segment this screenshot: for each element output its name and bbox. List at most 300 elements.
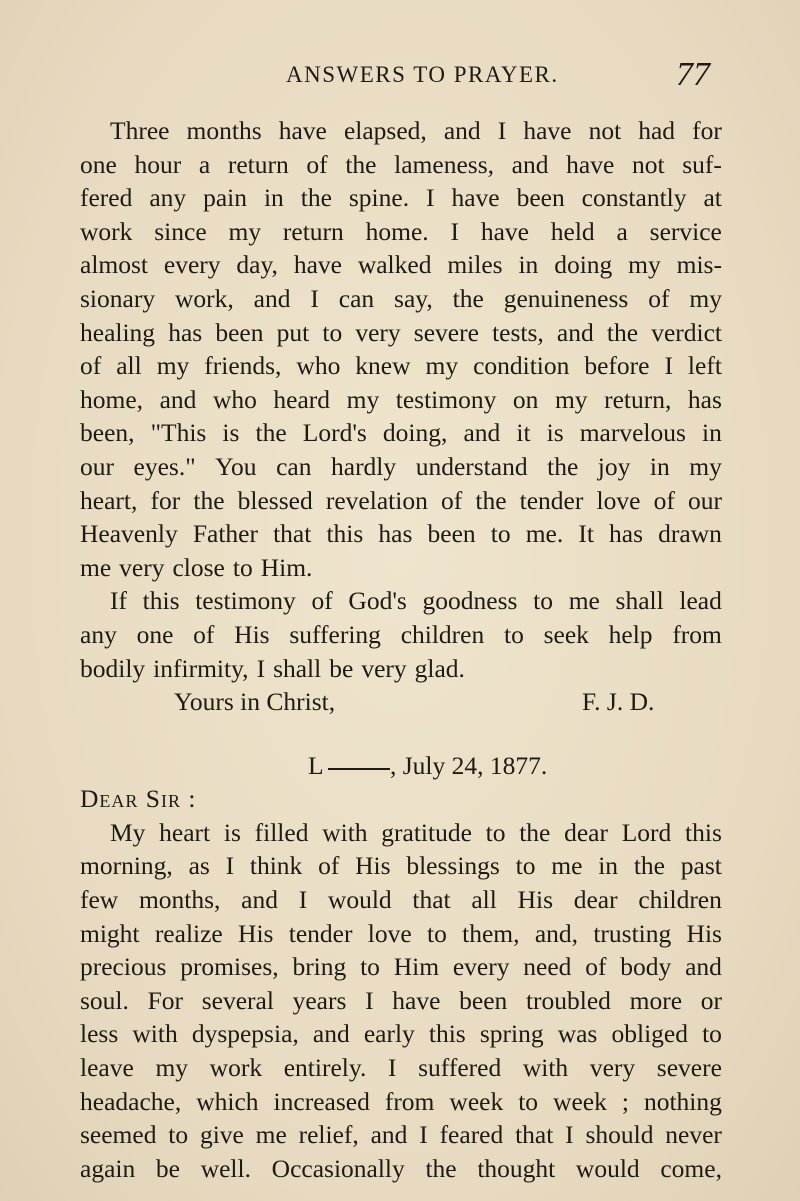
word: precious: [80, 952, 167, 982]
letter-1-paragraph: [80, 114, 722, 584]
word: eyes.": [133, 451, 196, 481]
word: at: [703, 183, 722, 213]
word: tender: [519, 485, 584, 515]
word: that: [412, 885, 451, 915]
word: bring: [292, 952, 347, 982]
section-gap: [80, 719, 722, 749]
word: who: [296, 351, 341, 381]
word: ;: [621, 1086, 629, 1116]
word: have: [278, 116, 327, 145]
word: I: [225, 851, 235, 881]
word: home,: [80, 384, 144, 414]
word: "This: [150, 418, 207, 448]
word: home.: [365, 216, 429, 246]
word: been: [215, 317, 264, 347]
word: elapsed,: [343, 116, 427, 145]
text-line: [80, 950, 722, 984]
text-line: [80, 618, 722, 652]
word: think: [249, 851, 303, 881]
word: my: [228, 216, 262, 246]
word: been: [427, 519, 476, 549]
word: It: [578, 519, 594, 549]
word: months,: [138, 885, 221, 915]
word: come,: [660, 1153, 722, 1183]
word: work: [80, 216, 133, 246]
word: give: [199, 1120, 244, 1150]
word: week: [553, 1086, 607, 1116]
word: and: [511, 149, 549, 179]
word: genuineness: [503, 283, 629, 313]
word: have: [293, 250, 342, 280]
word: day,: [236, 250, 278, 280]
word: blessings: [406, 851, 500, 881]
word: Three: [110, 116, 170, 145]
word: suffered: [418, 1053, 502, 1083]
word: held: [550, 216, 595, 246]
word: of: [648, 283, 670, 313]
word: have: [451, 183, 500, 213]
word: His: [517, 885, 553, 915]
text-line: [80, 849, 722, 883]
word: not: [588, 116, 622, 145]
word: almost: [80, 250, 148, 280]
word: lead: [679, 586, 722, 616]
word: help: [608, 619, 653, 649]
word: would: [327, 885, 392, 915]
dateline-place: L: [308, 750, 324, 780]
word: headache,: [80, 1086, 182, 1116]
word: in: [518, 250, 539, 280]
text-line: [80, 1017, 722, 1051]
word: and: [241, 885, 278, 915]
word: for: [150, 485, 181, 515]
word: have: [392, 985, 441, 1015]
word: need: [523, 952, 572, 982]
word: my: [425, 351, 459, 381]
word: our: [687, 485, 722, 515]
word: trusting: [593, 918, 672, 948]
word: from: [672, 619, 722, 649]
text-line: [80, 248, 722, 282]
page-header: [0, 56, 800, 96]
word: my: [628, 250, 661, 280]
word: less: [80, 1019, 119, 1049]
word: has: [609, 519, 644, 549]
word: this: [685, 817, 722, 847]
word: my: [156, 351, 190, 381]
word: the: [345, 149, 377, 179]
word: been,: [80, 418, 135, 448]
word: again: [80, 1153, 136, 1183]
text-line: [80, 883, 722, 917]
word: promises,: [180, 952, 279, 982]
word: severe: [413, 317, 479, 347]
word: the: [425, 1153, 457, 1183]
word: and: [685, 952, 722, 982]
word: doing,: [382, 418, 448, 448]
word: I: [298, 885, 308, 915]
word: on: [512, 384, 539, 414]
word: the: [193, 485, 225, 515]
word: who: [212, 384, 257, 414]
word: the: [547, 451, 579, 481]
word: heart,: [80, 485, 138, 515]
word: I: [310, 283, 319, 313]
word: and: [556, 317, 594, 347]
word: been: [516, 183, 565, 213]
word: as: [188, 851, 210, 881]
word: never: [665, 1120, 722, 1150]
word: few: [80, 885, 119, 915]
word: and: [253, 283, 291, 313]
word: sionary: [80, 283, 156, 313]
word: more: [629, 985, 683, 1015]
word: His: [686, 918, 722, 948]
word: drawn: [658, 519, 722, 549]
word: can: [276, 451, 312, 481]
word: Heavenly: [80, 519, 178, 549]
word: work: [209, 1053, 263, 1083]
word: it: [516, 418, 531, 448]
word: my: [689, 283, 722, 313]
word: our: [80, 451, 114, 481]
word: condition: [473, 351, 570, 381]
text-line: [80, 282, 722, 316]
word: bodily: [80, 653, 146, 683]
word: and: [370, 1120, 408, 1150]
word: a: [198, 149, 211, 179]
word: one: [80, 149, 117, 179]
word: love: [367, 918, 412, 948]
word: work,: [174, 283, 234, 313]
word: of: [193, 619, 215, 649]
word: I: [419, 1120, 428, 1150]
word: this: [142, 586, 180, 616]
word: past: [680, 851, 722, 881]
word: and: [159, 384, 197, 414]
word: revelation: [325, 485, 428, 515]
word: I: [365, 985, 374, 1015]
word: every: [163, 250, 221, 280]
page-body: [80, 114, 722, 1185]
word: me: [551, 851, 583, 881]
word: blessed: [237, 485, 313, 515]
word: For: [147, 985, 184, 1015]
word: shall: [273, 653, 322, 683]
word: mis-: [676, 250, 722, 280]
word: children: [400, 619, 485, 649]
word: Him: [393, 952, 440, 982]
word: close: [172, 552, 225, 582]
word: of: [440, 485, 463, 515]
word: soul.: [80, 985, 129, 1015]
word: dear: [573, 885, 618, 915]
word: be: [329, 653, 354, 683]
word: with: [522, 1053, 569, 1083]
word: and: [463, 418, 501, 448]
word: is: [546, 418, 564, 448]
word: all: [116, 351, 142, 381]
word: realize: [154, 918, 223, 948]
text-line: [80, 551, 722, 585]
text-line: [80, 1051, 722, 1085]
word: goodness: [422, 586, 518, 616]
word: put: [276, 317, 310, 347]
word: that: [273, 519, 312, 549]
word: my: [155, 1053, 189, 1083]
word: the: [475, 485, 507, 515]
word: obliged: [611, 1019, 688, 1049]
elided-name-dash: [328, 768, 390, 770]
word: any: [80, 619, 117, 649]
word: marvelous: [579, 418, 686, 448]
word: understand: [415, 451, 528, 481]
word: in: [598, 851, 619, 881]
word: months: [186, 116, 262, 145]
word: been: [459, 985, 508, 1015]
word: this: [326, 519, 364, 549]
word: the: [606, 317, 639, 347]
word: God's: [348, 586, 407, 616]
letter-1-closing-paragraph: [80, 584, 722, 685]
word: constantly: [581, 183, 687, 213]
word: to: [504, 619, 524, 649]
word: I: [387, 1053, 397, 1083]
word: Him.: [260, 552, 313, 582]
word: return: [227, 149, 289, 179]
word: spine.: [348, 183, 410, 213]
word: and,: [534, 918, 579, 948]
word: increased: [273, 1086, 370, 1116]
word: fered: [80, 183, 133, 213]
signature-initials: F. J. D.: [582, 687, 655, 717]
dateline-date: , July 24, 1877.: [390, 750, 548, 780]
word: very: [589, 1053, 636, 1083]
text-line: [80, 1152, 722, 1186]
word: of: [585, 952, 607, 982]
word: to: [515, 851, 536, 881]
word: knew: [355, 351, 411, 381]
word: troubled: [525, 985, 611, 1015]
word: glad.: [414, 653, 465, 683]
word: in: [702, 418, 722, 448]
word: had: [638, 116, 676, 145]
word: very: [361, 653, 407, 683]
text-line: [80, 584, 722, 618]
word: return: [282, 216, 344, 246]
word: the: [519, 817, 551, 847]
word: week: [449, 1086, 504, 1116]
word: Occasionally: [271, 1153, 405, 1183]
word: I: [497, 116, 507, 145]
word: His: [355, 851, 391, 881]
word: my: [346, 384, 380, 414]
signoff: [80, 685, 722, 719]
word: and: [312, 1019, 350, 1049]
word: might: [80, 918, 140, 948]
word: Lord's: [302, 418, 367, 448]
text-line: [80, 984, 722, 1018]
text-line: [80, 816, 722, 850]
word: shall: [615, 586, 664, 616]
word: to: [518, 1086, 539, 1116]
word: I: [565, 1120, 574, 1150]
word: body: [620, 952, 672, 982]
word: verdict: [651, 317, 722, 347]
word: to: [485, 817, 506, 847]
word: me: [568, 586, 600, 616]
word: tender: [288, 918, 353, 948]
word: feared: [439, 1120, 504, 1150]
word: is: [222, 418, 240, 448]
word: to: [168, 1120, 189, 1150]
word: of: [311, 586, 333, 616]
word: have: [480, 216, 529, 246]
word: pain: [203, 183, 248, 213]
word: years: [292, 985, 347, 1015]
word: which: [196, 1086, 259, 1116]
word: have: [523, 116, 572, 145]
word: healing: [80, 317, 156, 347]
word: suffering: [289, 619, 381, 649]
word: to: [490, 519, 511, 549]
word: the: [300, 183, 332, 213]
word: gratitude: [381, 817, 472, 847]
word: love: [596, 485, 641, 515]
word: tests,: [492, 317, 544, 347]
word: severe: [656, 1053, 722, 1083]
text-line: [80, 148, 722, 182]
word: Father: [192, 519, 258, 549]
word: friends,: [204, 351, 282, 381]
word: leave: [80, 1053, 134, 1083]
word: left: [687, 351, 722, 381]
word: of: [653, 485, 675, 515]
word: You: [215, 451, 257, 481]
word: joy: [597, 451, 631, 481]
word: hardly: [331, 451, 397, 481]
word: several: [201, 985, 274, 1015]
word: me: [80, 552, 112, 582]
word: me.: [525, 519, 564, 549]
word: me: [255, 1120, 287, 1150]
word: heart: [159, 817, 211, 847]
word: with: [322, 817, 368, 847]
word: this: [428, 1019, 466, 1049]
word: If: [110, 586, 127, 616]
word: very: [119, 552, 165, 582]
word: His: [234, 619, 270, 649]
word: them,: [462, 918, 520, 948]
word: to: [360, 952, 380, 982]
word: of: [80, 351, 102, 381]
word: or: [700, 985, 722, 1015]
text-line: [80, 114, 722, 148]
word: has: [687, 384, 722, 414]
word: would: [575, 1153, 640, 1183]
text-line: [80, 181, 722, 215]
word: morning,: [80, 851, 173, 881]
word: my: [554, 384, 588, 414]
word: hour: [134, 149, 182, 179]
word: relief,: [298, 1120, 359, 1150]
word: one: [136, 619, 174, 649]
word: the: [452, 283, 484, 313]
word: of: [306, 149, 328, 179]
word: since: [154, 216, 207, 246]
word: in: [263, 183, 284, 213]
word: to: [232, 552, 253, 582]
word: seemed: [80, 1120, 157, 1150]
word: to: [533, 586, 553, 616]
text-line: [80, 652, 722, 686]
text-line: [80, 1085, 722, 1119]
word: miles: [447, 250, 503, 280]
word: dear: [564, 817, 608, 847]
closing: Yours in Christ,: [174, 687, 336, 717]
page-number: 77: [676, 56, 710, 93]
text-line: [80, 917, 722, 951]
word: suf-: [682, 149, 722, 179]
word: have: [566, 149, 615, 179]
running-title: ANSWERS TO PRAYER.: [286, 62, 559, 87]
word: well.: [200, 1153, 251, 1183]
word: seek: [543, 619, 589, 649]
word: lameness,: [394, 149, 494, 179]
salutation: Dear Sir :: [80, 784, 197, 814]
word: all: [471, 885, 497, 915]
word: to: [427, 918, 447, 948]
word: every: [452, 952, 510, 982]
word: My: [110, 817, 146, 847]
text-line: [80, 316, 722, 350]
word: has: [378, 519, 413, 549]
text-line: [80, 383, 722, 417]
word: my: [689, 451, 722, 481]
word: children: [638, 885, 722, 915]
word: of: [318, 851, 340, 881]
word: doing: [554, 250, 613, 280]
text-line: [80, 484, 722, 518]
word: the: [255, 418, 287, 448]
word: in: [649, 451, 670, 481]
text-line: [80, 450, 722, 484]
word: can: [338, 283, 375, 313]
word: I: [664, 351, 673, 381]
word: I: [450, 216, 459, 246]
word: I: [426, 183, 435, 213]
word: infirmity,: [153, 653, 249, 683]
word: nothing: [643, 1086, 722, 1116]
word: to: [702, 1019, 722, 1049]
text-line: [80, 416, 722, 450]
word: to: [322, 317, 343, 347]
word: His: [238, 918, 274, 948]
word: the: [633, 851, 665, 881]
word: entirely.: [283, 1053, 367, 1083]
word: spring: [479, 1019, 544, 1049]
word: service: [649, 216, 722, 246]
word: from: [384, 1086, 435, 1116]
word: Lord: [621, 817, 672, 847]
word: walked: [357, 250, 432, 280]
word: that: [515, 1120, 554, 1150]
letter-2-paragraph: [80, 816, 722, 1186]
word: with: [132, 1019, 178, 1049]
text-line: [80, 215, 722, 249]
word: I: [256, 653, 266, 683]
word: testimony: [395, 384, 497, 414]
